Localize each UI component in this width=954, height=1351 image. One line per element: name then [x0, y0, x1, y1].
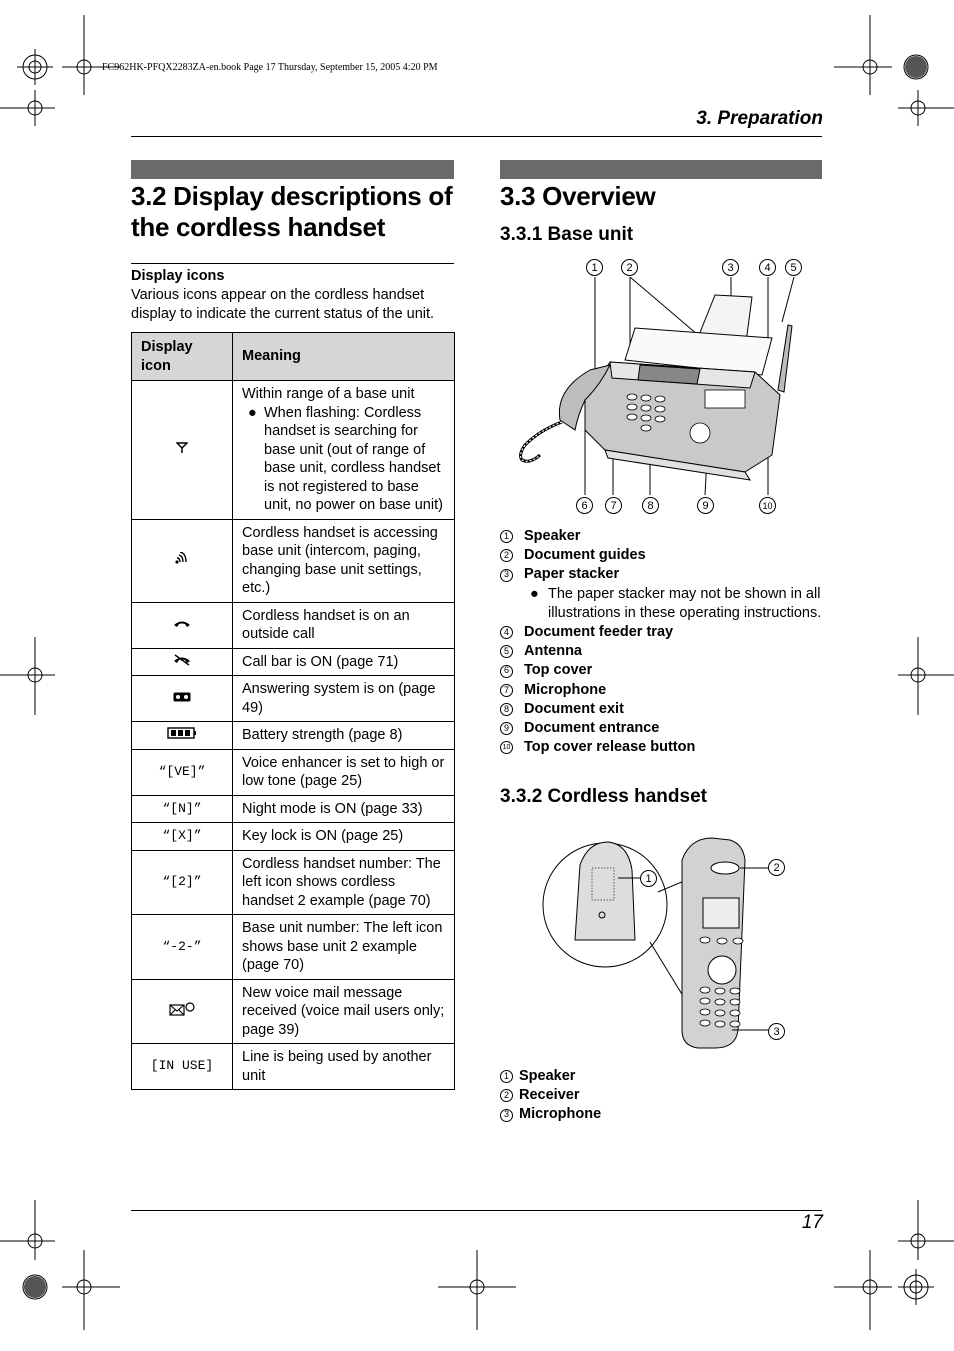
- table-header-row: [132, 333, 455, 381]
- icon-label: [IN USE]: [132, 1044, 233, 1090]
- title-rule: [131, 263, 454, 264]
- crop-mark-icon: [898, 1269, 934, 1305]
- section-title-3-2: 3.2 Display descriptions of the cordless handset: [131, 181, 453, 242]
- table-row: [132, 602, 455, 648]
- list-item: 6 Top cover: [500, 661, 822, 680]
- table-row: [132, 519, 455, 602]
- section-title-3-3: 3.3 Overview: [500, 181, 656, 211]
- handset-callout: 2: [768, 859, 785, 876]
- base-callout: 6: [576, 497, 593, 514]
- meaning-text: Cordless handset number: The left icon shows cordless handset 2 example (page 70): [233, 850, 455, 915]
- icon-label: “[N]”: [132, 795, 233, 823]
- display-icons-subhead: Display icons: [131, 268, 225, 284]
- crop-mark-icon: [834, 15, 892, 95]
- tape-icon: [132, 676, 233, 722]
- list-item: 1 Speaker: [500, 527, 822, 546]
- list-item: 2 Document guides: [500, 546, 822, 565]
- meaning-text: Key lock is ON (page 25): [233, 823, 455, 851]
- meaning-text: Line is being used by another unit: [233, 1044, 455, 1090]
- list-item: 3 Paper stacker: [500, 565, 822, 584]
- list-item: 1 Speaker: [500, 1067, 601, 1086]
- base-callout: 5: [785, 259, 802, 276]
- base-parts-list: [500, 527, 822, 757]
- voice-mail-icon: [132, 979, 233, 1044]
- column-header: Display icon: [132, 333, 233, 381]
- bullet-icon: ●: [248, 404, 257, 421]
- meaning-text: Base unit number: The left icon shows base unit 2 example (page 70): [233, 915, 455, 980]
- base-callout: 10: [759, 497, 776, 514]
- column-header: Meaning: [233, 333, 455, 381]
- icon-label: “[X]”: [132, 823, 233, 851]
- table-row: [132, 381, 455, 520]
- paper-stacker-note: ● The paper stacker may not be shown in all illustrations in these operating instructions.: [500, 585, 822, 623]
- footer-rule: [131, 1210, 822, 1211]
- bullet-icon: ●: [530, 585, 539, 602]
- meaning-text: Call bar is ON (page 71): [233, 648, 455, 676]
- cordless-handset-illustration: [540, 830, 800, 1055]
- call-bar-icon: [132, 648, 233, 676]
- icon-label: “[2]”: [132, 850, 233, 915]
- list-item: 9 Document entrance: [500, 719, 822, 738]
- meaning-text: Cordless handset is accessing base unit (intercom, paging, changing base unit settings, etc.): [233, 519, 455, 602]
- meaning-text: Answering system is on (page 49): [233, 676, 455, 722]
- base-callout: 1: [586, 259, 603, 276]
- handset-callout: 3: [768, 1023, 785, 1040]
- list-item: 8 Document exit: [500, 700, 822, 719]
- display-icons-table: [131, 332, 455, 1090]
- list-item: 5 Antenna: [500, 642, 822, 661]
- section-bar: [500, 160, 822, 179]
- header-rule: [131, 136, 822, 137]
- handset-parts-list: [500, 1067, 601, 1125]
- crop-mark-icon: [62, 15, 120, 95]
- list-item: 7 Microphone: [500, 681, 822, 700]
- table-row: [132, 915, 455, 980]
- meaning-text: Cordless handset is on an outside call: [233, 602, 455, 648]
- table-row: [132, 850, 455, 915]
- meaning-text: Voice enhancer is set to high or low tone (page 25): [233, 749, 455, 795]
- handset-callout: 1: [640, 870, 657, 887]
- table-row: [132, 722, 455, 750]
- antenna-icon: [132, 381, 233, 520]
- icon-label: “-2-”: [132, 915, 233, 980]
- crop-mark-icon: [898, 637, 954, 715]
- base-callout: 7: [605, 497, 622, 514]
- meaning-text: New voice mail message received (voice mail users only; page 39): [233, 979, 455, 1044]
- page-number: 17: [801, 1212, 823, 1233]
- crop-mark-icon: [0, 90, 55, 126]
- table-row: [132, 1044, 455, 1090]
- crop-mark-icon: [62, 1250, 120, 1330]
- signal-waves-icon: [132, 519, 233, 602]
- base-callout: 3: [722, 259, 739, 276]
- list-item: 10 Top cover release button: [500, 738, 822, 757]
- meaning-text: Within range of a base unit: [242, 386, 415, 402]
- table-row: [132, 795, 455, 823]
- list-item: 3 Microphone: [500, 1105, 601, 1124]
- cordless-handset-heading: 3.3.2 Cordless handset: [500, 786, 707, 807]
- table-row: [132, 979, 455, 1044]
- icon-label: “[VE]”: [132, 749, 233, 795]
- base-unit-illustration: [500, 250, 822, 520]
- section-bar: [131, 160, 454, 179]
- base-callout: 4: [759, 259, 776, 276]
- meaning-text: Night mode is ON (page 33): [233, 795, 455, 823]
- meaning-text: Battery strength (page 8): [233, 722, 455, 750]
- crop-mark-icon: [898, 90, 954, 126]
- base-unit-heading: 3.3.1 Base unit: [500, 224, 634, 245]
- crop-mark-icon: [898, 1200, 954, 1260]
- crop-mark-icon: [0, 1200, 55, 1260]
- crop-mark-icon: [0, 637, 55, 715]
- table-row: [132, 823, 455, 851]
- table-row: [132, 749, 455, 795]
- list-item: 4 Document feeder tray: [500, 623, 822, 642]
- phone-receiver-icon: [132, 602, 233, 648]
- file-slug: FC962HK-PFQX2283ZA-en.book Page 17 Thursday, September 15, 2005 4:20 PM: [102, 62, 438, 73]
- base-callout: 9: [697, 497, 714, 514]
- battery-icon: [132, 722, 233, 750]
- table-row: [132, 648, 455, 676]
- base-callout: 8: [642, 497, 659, 514]
- crop-mark-icon: [17, 49, 53, 85]
- table-row: [132, 676, 455, 722]
- display-icons-intro: Various icons appear on the cordless handset display to indicate the current status of the unit.: [131, 287, 435, 322]
- crop-mark-icon: [834, 1250, 892, 1330]
- base-callout: 2: [621, 259, 638, 276]
- list-item: 2 Receiver: [500, 1086, 601, 1105]
- meaning-bullet: When flashing: Cordless handset is searching for base unit (out of range of base unit, cordless handset is not registered to base unit, no power on base unit): [264, 404, 443, 513]
- section-header: 3. Preparation: [696, 108, 823, 129]
- crop-mark-icon: [438, 1250, 516, 1330]
